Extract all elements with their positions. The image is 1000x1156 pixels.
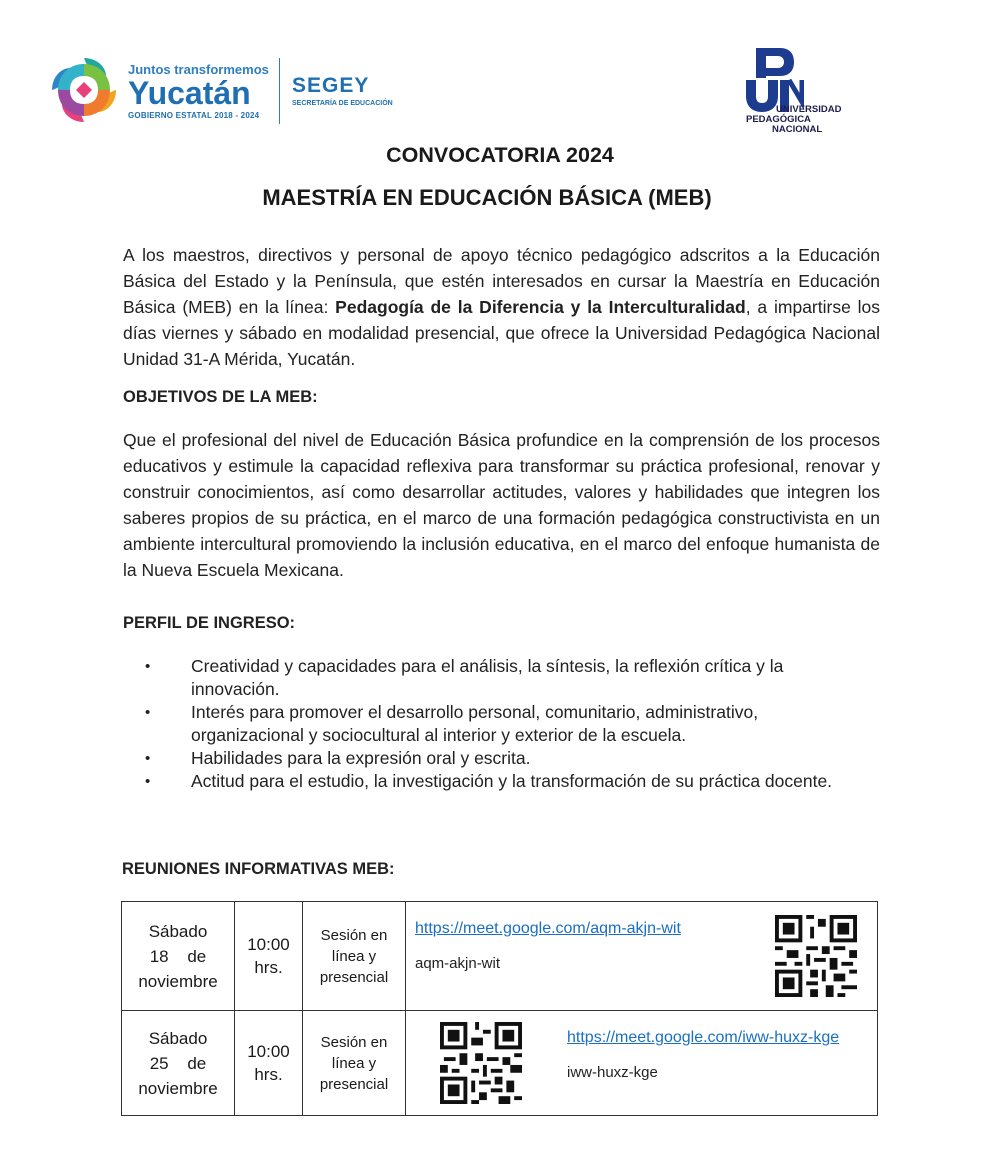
segey-name: SEGEY [292, 74, 370, 97]
segey-logo [292, 74, 393, 107]
meeting-month: noviembre [138, 1078, 218, 1098]
upn-name-line1: UNIVERSIDAD [776, 104, 842, 115]
qr-code-icon[interactable] [775, 915, 857, 997]
meeting-mode-line3: presencial [319, 968, 389, 986]
list-item [140, 747, 860, 770]
list-item [140, 701, 860, 747]
meetings-heading: REUNIONES INFORMATIVAS MEB: [122, 860, 395, 878]
profile-list [140, 655, 860, 793]
meet-code-1: aqm-akjn-wit [415, 955, 501, 972]
meetings-table [121, 901, 878, 1116]
upn-logo [742, 44, 862, 140]
upn-name-line3: NACIONAL [772, 124, 823, 135]
meeting-link-cell [406, 902, 878, 1011]
bullet-mark: • [145, 658, 151, 675]
meeting-time: 10:00 [247, 935, 290, 954]
intro-text-2: , a impartirse los días viernes y sábado en modalidad presencial, que ofrece la Universidad Pedagógica Nacional Unidad 31-A Mérida, Yucatán. [123, 297, 881, 369]
meet-code-2: iww-huxz-kge [567, 1064, 658, 1081]
meeting-time-cell [235, 902, 303, 1011]
meeting-day: Sábado [148, 1028, 208, 1048]
upn-mark-icon [744, 46, 804, 112]
meeting-mode-line2: línea y [331, 947, 377, 965]
objectives-heading: OBJETIVOS DE LA MEB: [123, 388, 318, 406]
meeting-date-cell [122, 902, 235, 1011]
upn-name-line2: PEDAGÓGICA [746, 114, 811, 125]
profile-heading: PERFIL DE INGRESO: [123, 614, 296, 632]
gov-period: GOBIERNO ESTATAL 2018 - 2024 [128, 111, 260, 120]
profile-item-text: Interés para promover el desarrollo personal, comunitario, administrativo, organizacional y sociocultural al interior y exterior de la escuela. [191, 702, 759, 745]
logo-divider [279, 58, 280, 124]
list-item [140, 770, 860, 793]
qr-code-icon[interactable] [440, 1022, 522, 1104]
profile-item-text: Actitud para el estudio, la investigación y la transformación de su práctica docente. [191, 771, 833, 791]
intro-bold-line: Pedagogía de la Diferencia y la Interculturalidad [335, 297, 746, 317]
bullet-mark: • [145, 704, 151, 721]
title-maestria: MAESTRÍA EN EDUCACIÓN BÁSICA (MEB) [262, 185, 712, 210]
meeting-time-cell [235, 1011, 303, 1116]
meeting-time-unit: hrs. [254, 958, 283, 977]
meeting-link-cell [406, 1011, 878, 1116]
gobierno-yucatan-logo [48, 52, 413, 132]
meeting-mode-line1: Sesión en [320, 926, 388, 944]
meet-link-2[interactable]: https://meet.google.com/iww-huxz-kge [567, 1029, 840, 1046]
profile-item-text: Creatividad y capacidades para el análisis, la síntesis, la reflexión crítica y la innovación. [191, 656, 784, 699]
yucatan-flower-icon [48, 54, 120, 126]
objectives-paragraph: Que el profesional del nivel de Educación Básica profundice en la comprensión de los procesos educativos y estimule la capacidad reflexiva para transformar su práctica profesional, renovar y construir conocimientos, así como desarrollar actitudes, valores y habilidades que integren los saberes propios de su práctica, en el marco de una formación pedagógica constructivista en un ambiente intercultural promoviendo la inclusión educativa, en el marco del enfoque humanista de la Nueva Escuela Mexicana. [123, 430, 880, 580]
list-item [140, 655, 860, 701]
table-row [122, 1011, 878, 1116]
meet-link-1[interactable]: https://meet.google.com/aqm-akjn-wit [415, 920, 681, 937]
intro-text-1: A los maestros, directivos y personal de apoyo técnico pedagógico adscritos a la Educación Básica del Estado y la Península, que estén interesados en cursar la Maestría en Educación Básica (MEB) en la línea: [123, 245, 880, 317]
meeting-mode-line2: línea y [331, 1054, 377, 1072]
segey-subtitle: SECRETARÍA DE EDUCACIÓN [292, 100, 393, 107]
bullet-mark: • [145, 750, 151, 767]
meeting-date-cell [122, 1011, 235, 1116]
bullet-mark: • [145, 773, 151, 790]
gov-tagline: Juntos transformemos [128, 62, 269, 77]
meeting-mode-cell [303, 902, 406, 1011]
meeting-mode-line3: presencial [319, 1075, 389, 1093]
meeting-date: 18 de [149, 946, 207, 966]
title-convocatoria: CONVOCATORIA 2024 [386, 143, 614, 167]
intro-paragraph [123, 242, 880, 372]
meeting-time: 10:00 [247, 1042, 290, 1061]
gov-name: Yucatán [128, 75, 251, 111]
meeting-day: Sábado [148, 921, 208, 941]
meeting-month: noviembre [138, 971, 218, 991]
meeting-time-unit: hrs. [254, 1065, 283, 1084]
table-row [122, 902, 878, 1011]
meeting-mode-line1: Sesión en [320, 1033, 388, 1051]
profile-item-text: Habilidades para la expresión oral y escrita. [191, 748, 531, 768]
meeting-mode-cell [303, 1011, 406, 1116]
meeting-date: 25 de [149, 1053, 207, 1073]
